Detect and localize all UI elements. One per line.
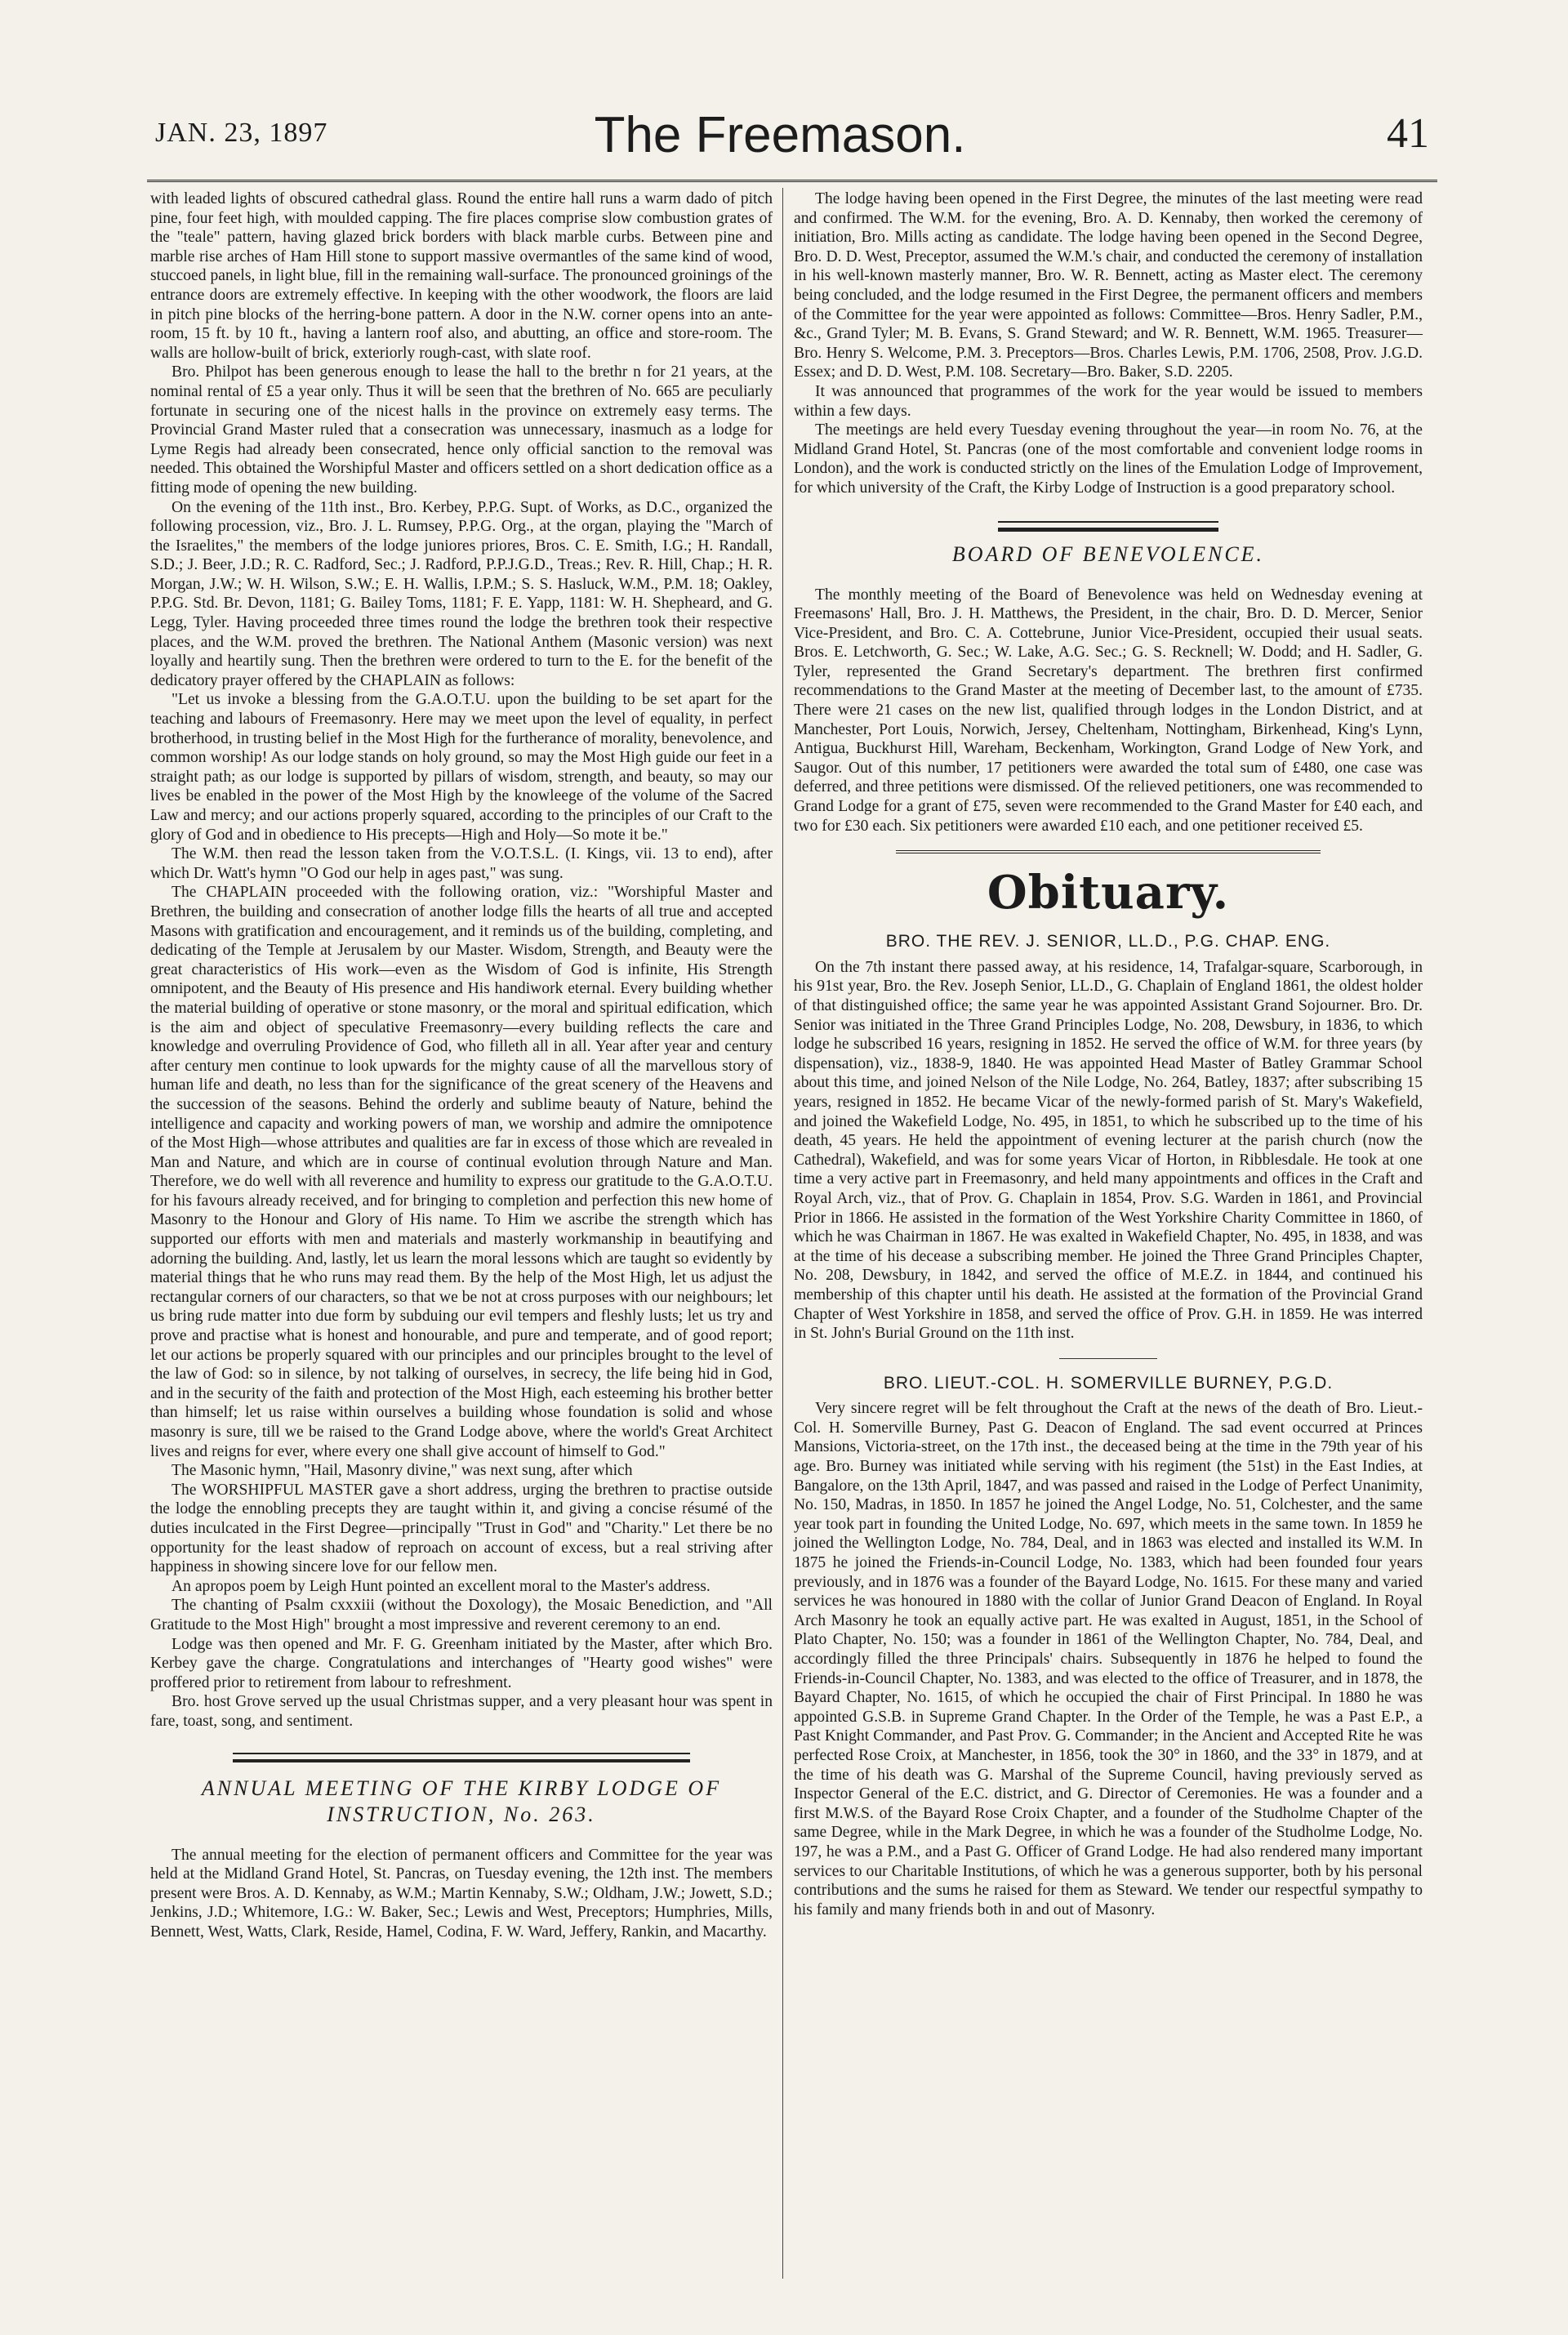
article-paragraph: The chanting of Psalm cxxxiii (without the Doxology), the Mosaic Benediction, and "All Gratitude to the Most High" brought a most impressive and reverent ceremony to an end.	[150, 1597, 773, 1633]
article-paragraph: The Masonic hymn, "Hail, Masonry divine," was next sung, after which	[172, 1462, 633, 1480]
section-divider	[998, 521, 1218, 532]
kirby-continued-paragraph: The lodge having been opened in the First Degree, the minutes of the last meeting were read and confirmed. The W.M. for the evening, Bro. A. D. Kennaby, then worked the ceremony of initiation, Bro. Mills acting as candidate. The lodge having been opened in the Second Degree, Bro. D. D. West, Preceptor, assumed the W.M.'s chair, and conducted the ceremony of installation in his well-known masterly manner, Bro. W. R. Bennett, acting as Master elect. The ceremony being concluded, and the lodge resumed in the First Degree, the permanent officers and members of the Committee for the year were appointed as follows: Committee—Bros. Henry Sadler, P.M., &c., Grand Tyler; M. B. Evans, S. Grand Steward; and W. R. Bennett, W.M. 1965. Treasurer—Bro. Henry S. Welcome, P.M. 3. Preceptors—Bros. Charles Lewis, P.M. 1706, 2508, Prov. J.G.D. Essex; and D. D. West, P.M. 108. Secretary—Bro. Baker, S.D. 2205.	[794, 190, 1423, 381]
kirby-continued-paragraph: It was announced that programmes of the work for the year would be issued to members within a few days.	[794, 382, 1423, 420]
right-column	[794, 189, 1423, 1919]
page-number: 41	[1387, 110, 1429, 157]
article-paragraph: Bro. Philpot has been generous enough to lease the hall to the brethr n for 21 years, at the nominal rental of £5 a year only. Thus it will be seen that the brethren of No. 665 are peculiarly fortunate in securing one of the nicest halls in the province on extremely easy terms. The Provincial Grand Master ruled that a consecration was unnecessary, inasmuch as a lodge for Lyme Regis had already been consecrated, hence only official sanction to the removal was needed. This obtained the Worshipful Master and officers settled on a short dedication office as a fitting mode of opening the new building.	[150, 363, 773, 497]
kirby-heading-line2: INSTRUCTION, No. 263.	[327, 1802, 596, 1826]
article-paragraph: On the evening of the 11th inst., Bro. Kerbey, P.P.G. Supt. of Works, as D.C., organized the following procession, viz., Bro. J. L. Rumsey, P.P.G. Org., at the organ, playing the "March of the Israelites," the members of the lodge juniores priores, Bros. C. E. Smith, I.G.; H. Randall, S.D.; J. Beer, J.D.; R. C. Radford, Sec.; J. Radford, P.P.J.G.D., Treas.; Rev. R. Hill, Chap.; H. R. Morgan, J.W.; W. H. Wilson, S.W.; E. H. Wallis, I.P.M.; S. S. Hasluck, W.M., P.M. 18; Oakley, P.P.G. Std. Br. Devon, 1181; G. Bailey Toms, 1181; F. E. Yapp, 1181: W. H. Shepheard, and G. Legg, Tyler. Having proceeded three times round the lodge the brethren took their respective places, and the W.M. proved the brethren. The National Anthem (Masonic version) was next loyally and heartily sung. Then the brethren were ordered to turn to the E. for the benefit of the dedicatory prayer offered by the CHAPLAIN as follows:	[150, 498, 773, 689]
kirby-continued-paragraph: The meetings are held every Tuesday evening throughout the year—in room No. 76, at the Midland Grand Hotel, St. Pancras (one of the most comfortable and convenient lodge rooms in London), and the work is conducted strictly on the lines of the Emulation Lodge of Improvement, for which university of the Craft, the Kirby Lodge of Instruction is a good preparatory school.	[794, 421, 1423, 497]
masthead	[122, 106, 1437, 163]
newspaper-title: The Freemason.	[594, 107, 966, 163]
benevolence-heading: BOARD OF BENEVOLENCE.	[951, 541, 1265, 566]
section-divider	[233, 1753, 690, 1762]
article-paragraph: Lodge was then opened and Mr. F. G. Greenham initiated by the Master, after which Bro. Kerbey gave the charge. Congratulations and interchanges of "Hearty good wishes" were proffered prior to retirement from labour to refreshment.	[150, 1635, 773, 1691]
senior-paragraph: On the 7th instant there passed away, at his residence, 14, Trafalgar-square, Scarborough, in his 91st year, Bro. the Rev. Joseph Senior, LL.D., G. Chaplain of England 1861, the oldest holder of that distinguished office; the same year he was appointed Assistant Grand Sojourner. Bro. Dr. Senior was initiated in the Three Grand Principles Lodge, No. 208, Dewsbury, in 1836, to which lodge he subscribed 16 years, resigning in 1852. He served the office of W.M. for three years (by dispensation), viz., 1838-9, 1840. He was appointed Head Master of Batley Grammar School about this time, and joined Nelson of the Nile Lodge, No. 264, Batley, 1837; after subscribing 15 years, resigned in 1852. He became Vicar of the newly-formed parish of St. Mary's Wakefield, and joined the Wakefield Lodge, No. 495, in 1851, to which he subscribed up to the time of his death, 45 years. He held the appointment of evening lecturer at the parish church (now the Cathedral), Wakefield, and was for some years Vicar of Horton, in Ribblesdale. He took at one time a very active part in Freemasonry, and held many appointments and offices in the Craft and Royal Arch, viz., that of Prov. G. Chaplain in 1854, Prov. S.G. Warden in 1861, and Provincial Prior in 1866. He assisted in the formation of the West Yorkshire Charity Committee in 1860, of which he was Chairman in 1867. He was exalted in Wakefield Chapter, No. 495, in 1838, and was at the time of his decease a subscribing member. He joined the Three Grand Principles Chapter, No. 208, Dewsbury, in 1842, and served the office of M.E.Z. in 1844, and continued his membership of this chapter until his death. He assisted at the formation of the Provincial Grand Chapter of West Yorkshire in 1858, and served the office of Prov. G.H. in 1859. He was interred in St. John's Burial Ground on the 11th inst.	[794, 958, 1423, 1343]
article-paragraph: The W.M. then read the lesson taken from the V.O.T.S.L. (I. Kings, vii. 13 to end), after which Dr. Watt's hymn "O God our help in ages past," was sung.	[150, 845, 773, 882]
issue-date: JAN. 23, 1897	[155, 118, 328, 148]
benevolence-paragraph: The monthly meeting of the Board of Benevolence was held on Wednesday evening at Freemasons' Hall, Bro. J. H. Matthews, the President, in the chair, Bro. D. D. Mercer, Senior Vice-President, and Bro. C. A. Cottebrune, Junior Vice-President, occupied their usual seats. Bros. E. Letchworth, G. Sec.; W. Lake, A.G. Sec.; G. S. Recknell; W. Dodd; and H. Sadler, G. Tyler, represented the Grand Secretary's department. The brethren first confirmed recommendations to the Grand Master at the meeting of December last, to the amount of £735. There were 21 cases on the new list, qualified through lodges in the London District, and at Manchester, Port Louis, Norwich, Jersey, Cheltenham, Nottingham, Birkenhead, King's Lynn, Antigua, Buckhurst Hill, Wareham, Beckenham, Workington, Grand Lodge of New York, and Saugor. Out of this number, 17 petitioners were awarded the total sum of £480, one case was deferred, and three petitions were dismissed. Of the relieved petitioners, one was recommended to Grand Lodge for a grant of £75, seven were recommended to the Grand Master for £40 each, and two for £30 each. Six petitioners were awarded £10 each, and one petitioner received £5.	[794, 586, 1423, 835]
kirby-paragraph: The annual meeting for the election of permanent officers and Committee for the year was held at the Midland Grand Hotel, St. Pancras, on Tuesday evening, the 12th inst. The members present were Bros. A. D. Kennaby, as W.M.; Martin Kennaby, S.W.; Oldham, J.W.; Jowett, S.D.; Jenkins, J.D.; Whitemore, I.G.: W. Baker, Sec.; Lewis and West, Preceptors; Humphries, Mills, Bennett, West, Watts, Clark, Reside, Hamel, Codina, F. W. Ward, Jeffery, Rankin, and Macarthy.	[150, 1846, 773, 1941]
burney-heading: BRO. LIEUT.-COL. H. SOMERVILLE BURNEY, P.G.D.	[883, 1373, 1334, 1393]
burney-paragraph: Very sincere regret will be felt throughout the Craft at the news of the death of Bro. Lieut.-Col. H. Somerville Burney, Past G. Deacon of England. The sad event occurred at Princes Mansions, Victoria-street, on the 17th inst., the deceased being at the time in the 79th year of his age. Bro. Burney was initiated while serving with his regiment (the 51st) in the East Indies, at Bangalore, on the 13th April, 1847, and was passed and raised in the Lodge of Perfect Unanimity, No. 150, Madras, in 1850. In 1857 he joined the Angel Lodge, No. 51, Colchester, and the same year took part in founding the United Lodge, No. 697, which meets in the same town. In 1859 he joined the Wellington Lodge, No. 784, Deal, and in 1863 was elected and installed its W.M. In 1875 he joined the Friends-in-Council Lodge, No. 1383, which had been founded four years previously, and in 1876 was a founder of the Bayard Lodge, No. 1615. For these many and varied services he was honoured in 1880 with the collar of Junior Grand Deacon of England. In Royal Arch Masonry he took an equally active part. He was exalted in August, 1851, in the School of Plato Chapter, No. 150; was a founder in 1861 of the Wellington Chapter, No. 784, Deal, and accordingly filled the three Principals' chairs. Subsequently in 1876 he helped to found the Friends-in-Council Chapter, No. 1383, and was elected to the office of Treasurer, and in 1878, the Bayard Chapter, No. 1615, of which he occupied the chair of First Principal. In 1880 he was appointed G.S.B. in Supreme Grand Chapter. In the Order of the Temple, he was a Past E.P., a Past Knight Commander, and Past Prov. G. Commander; in the Ancient and Accepted Rite he was perfected Rose Croix, at Manchester, in 1856, took the 30° in 1860, and the 33° in 1879, and at the time of his death was G. Marshal of the Supreme Council, having previously served as Inspector General of the E.C. district, and G. Director of Ceremonies. He was a founder and a first M.W.S. of the Bayard Rose Croix Chapter, and a founder of the Studholme Chapter of the same Degree, while in the Mark Degree, in which he was a founder of the Studholme Lodge, No. 197, he was a P.M., and a Past G. Officer of Grand Lodge. He had also rendered many important services to our Charitable Institutions, of which he was a generous supporter, both by his personal contributions and the sums he raised for them as Steward. We tender our respectful sympathy to his family and many friends both in and out of Masonry.	[794, 1400, 1423, 1918]
article-paragraph: The WORSHIPFUL MASTER gave a short address, urging the brethren to practise outside the lodge the ennobling precepts they are taught within it, and giving a concise résumé of the duties inculcated in the First Degree—principally "Trust in God" and "Charity." Let there be no opportunity for the least shadow of reproach on account of excess, but a real striving after happiness in showing sincere love for our fellow men.	[150, 1481, 773, 1576]
obituary-heading: Obituary.	[987, 866, 1230, 920]
kirby-heading	[150, 1776, 773, 1828]
article-paragraph: Bro. host Grove served up the usual Christmas supper, and a very pleasant hour was spent in fare, toast, song, and sentiment.	[150, 1693, 773, 1730]
masthead-rule	[147, 180, 1437, 182]
article-paragraph: An apropos poem by Leigh Hunt pointed an excellent moral to the Master's address.	[172, 1577, 710, 1595]
kirby-heading-line1: ANNUAL MEETING OF THE KIRBY LODGE OF	[201, 1776, 722, 1800]
column-rule	[782, 188, 783, 2279]
article-paragraph: with leaded lights of obscured cathedral glass. Round the entire hall runs a warm dado of pitch pine, four feet high, with moulded capping. The fire places comprise slow combustion grates of the "teale" pattern, having glazed brick borders with black marble curbs. Between pine and marble rise arches of Ham Hill stone to support massive overmantles of the same kind of wood, stuccoed panels, in light blue, fill in the remaining wall-surface. The pronounced groinings of the entrance doors are extremely effective. In keeping with the other woodwork, the floors are laid in pitch pine blocks of the herring-bone pattern. A door in the N.W. corner opens into an ante-room, 15 ft. by 10 ft., having a lantern roof also, and abutting, an office and store-room. The walls are hollow-built of brick, exteriorly rough-cast, with slate roof.	[150, 190, 773, 362]
left-column	[150, 189, 773, 1941]
section-divider	[1059, 1358, 1157, 1359]
article-paragraph: The CHAPLAIN proceeded with the following oration, viz.: "Worshipful Master and Brethren, the building and consecration of another lodge fills the hearts of all true and accepted Masons with gratification and encouragement, and it reminds us of the building, completing, and dedicating of the Temple at Jerusalem by our Master. Wisdom, Strength, and Beauty were the great characteristics of His work—even as the Wisdom of God is infinite, His Strength omnipotent, and the Beauty of His presence and His handiwork eternal. Every building whether the material building of operative or stone masonry, or the moral and spiritual edification, which is the aim and object of speculative Freemasonry—every building reflects the care and knowledge and overruling Providence of God, who filleth all in all. Year after year and century after century men continue to look upwards for the mighty cause of all the marvellous story of human life and death, no less than for the significance of the great scenery of the Heavens and the succession of the seasons. Behind the orderly and sublime beauty of Nature, behind the intelligence and capacity and working powers of man, we worship and admire the omnipotence of the Most High—whose attributes and qualities are far in excess of those which are revealed in Man and Nature, and which are in course of continual evolution through Nature and Man. Therefore, we do well with all reverence and humility to express our gratitude to the G.A.O.T.U. for his favours already received, and for bringing to completion and perfection this new home of Masonry to the Honour and Glory of His name. To Him we ascribe the strength which has supported our efforts with men and materials and masterly workmanship in beautifying and adorning the building. And, lastly, let us learn the moral lessons which are taught so evidently by material things that he who runs may read them. By the help of the Most High, let us adjust the rectangular corners of our characters, so that we be not at cross purposes with our neighbours; let us bring rude matter into due form by subduing our evil tempers and fleshly lusts; let us try and prove and practise what is honest and honourable, and pure and temperate, and of good report; let our actions be properly squared with our principles and our principles brought to the level of the law of God: so in silence, by not talking of ourselves, in secrecy, the life being hid in God, and in the security of the faith and protection of the Most High, each esteeming his brother better than himself; let us raise within ourselves a building whose foundation is solid and whose masonry is sure, till we be raised to the Grand Lodge above, where the world's Great Architect lives and reigns for ever, where every one shall give account of himself to God."	[150, 884, 773, 1460]
senior-heading: BRO. THE REV. J. SENIOR, LL.D., P.G. CHAP. ENG.	[885, 932, 1331, 951]
section-divider	[896, 850, 1321, 853]
article-paragraph: "Let us invoke a blessing from the G.A.O.T.U. upon the building to be set apart for the teaching and labours of Freemasonry. Here may we meet upon the level of equality, in perfect brotherhood, in trusting belief in the Most High for the furtherance of morality, benevolence, and common worship! As our lodge stands on holy ground, so may the Most High guide our feet in a straight path; as our lodge is supported by pillars of wisdom, strength, and beauty, so may our lives be enabled in the power of the Most High by the knowleege of the volume of the Sacred Law and mercy; and our actions properly squared, according to the principles of our Craft to the glory of God and in obedience to His precepts—High and Holy—So mote it be."	[150, 691, 773, 844]
